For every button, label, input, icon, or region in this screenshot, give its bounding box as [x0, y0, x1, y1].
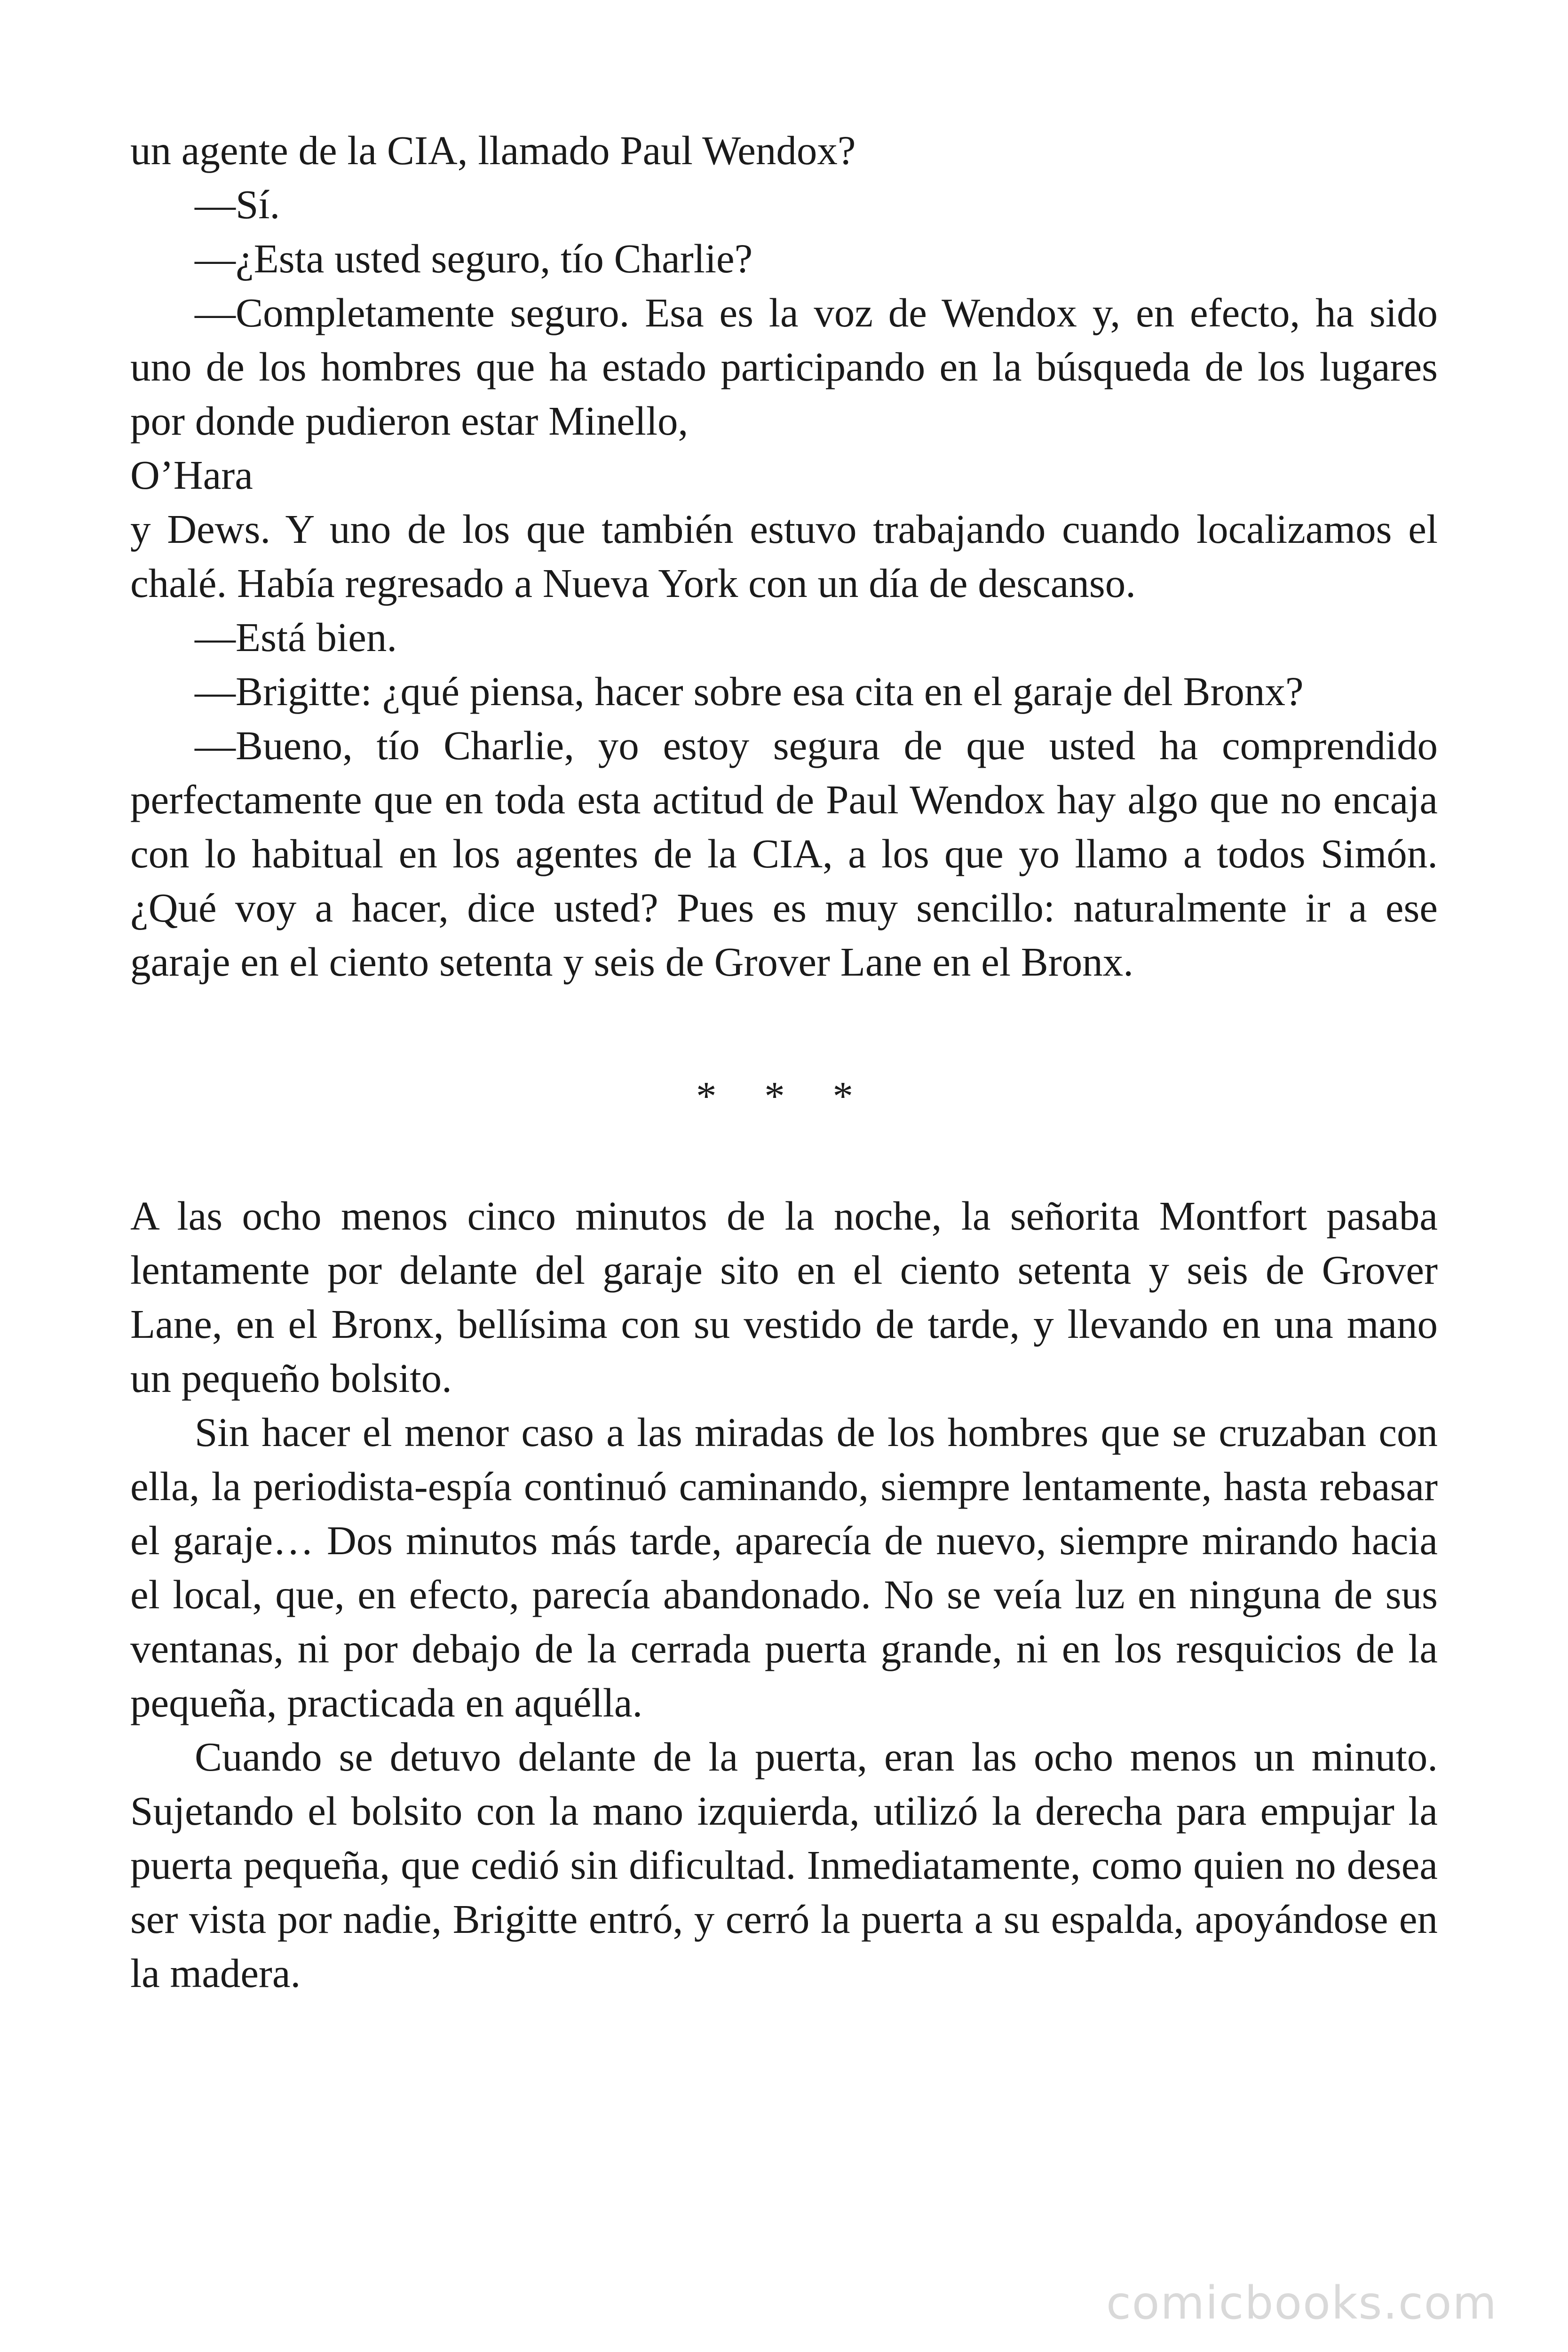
paragraph: —¿Esta usted seguro, tío Charlie?: [195, 236, 753, 281]
text-block-narrative: [130, 1189, 1438, 2000]
paragraph: —Está bien.: [195, 614, 397, 660]
paragraph: A las ocho menos cinco minutos de la noche, la señorita Montfort pasaba lentamente por delante del garaje sito en el ciento setenta y seis de Grover Lane, en el Bronx, bellísima con su vestido de tarde, y llevando en una mano un pequeño bolsito.: [130, 1193, 1438, 1401]
paragraph: un agente de la CIA, llamado Paul Wendox?: [130, 127, 856, 173]
text-block-dialogue: [130, 123, 1438, 989]
watermark-logo: comicbooks.com: [1106, 2277, 1497, 2329]
paragraph: Cuando se detuvo delante de la puerta, eran las ocho menos un minuto. Sujetando el bolsito con la mano izquierda, utilizó la derecha para empujar la puerta pequeña, que cedió sin dificultad. Inmediatamente, como quien no desea ser vista por nadie, Brigitte entró, y cerró la puerta a su espalda, apoyándose en la madera.: [130, 1734, 1438, 1996]
paragraph: —Brigitte: ¿qué piensa, hacer sobre esa cita en el garaje del Bronx?: [195, 668, 1304, 714]
paragraph: Sin hacer el menor caso a las miradas de los hombres que se cruzaban con ella, la periodista-espía continuó caminando, siempre lentamente, hasta rebasar el garaje… Dos minutos más tarde, aparecía de nuevo, siempre mirando hacia el local, que, en efecto, parecía abandonado. No se veía luz en ninguna de sus ventanas, ni por debajo de la cerrada puerta grande, ni en los resquicios de la pequeña, practicada en aquélla.: [130, 1409, 1438, 1725]
section-break: * * *: [696, 1073, 872, 1119]
book-page: [130, 123, 1438, 2000]
paragraph: —Sí.: [195, 182, 280, 227]
paragraph: —Completamente seguro. Esa es la voz de Wendox y, en efecto, ha sido uno de los hombres que ha estado participando en la búsqueda de los lugares por donde pudieron estar Minello,: [130, 290, 1438, 444]
paragraph: O’Hara: [130, 452, 253, 498]
paragraph: y Dews. Y uno de los que también estuvo trabajando cuando localizamos el chalé. Había regresado a Nueva York con un día de descanso.: [130, 506, 1438, 606]
paragraph: —Bueno, tío Charlie, yo estoy segura de que usted ha comprendido perfectamente que en toda esta actitud de Paul Wendox hay algo que no encaja con lo habitual en los agentes de la CIA, a los que yo llamo a todos Simón. ¿Qué voy a hacer, dice usted? Pues es muy sencillo: naturalmente ir a ese garaje en el ciento setenta y seis de Grover Lane en el Bronx.: [130, 723, 1438, 985]
